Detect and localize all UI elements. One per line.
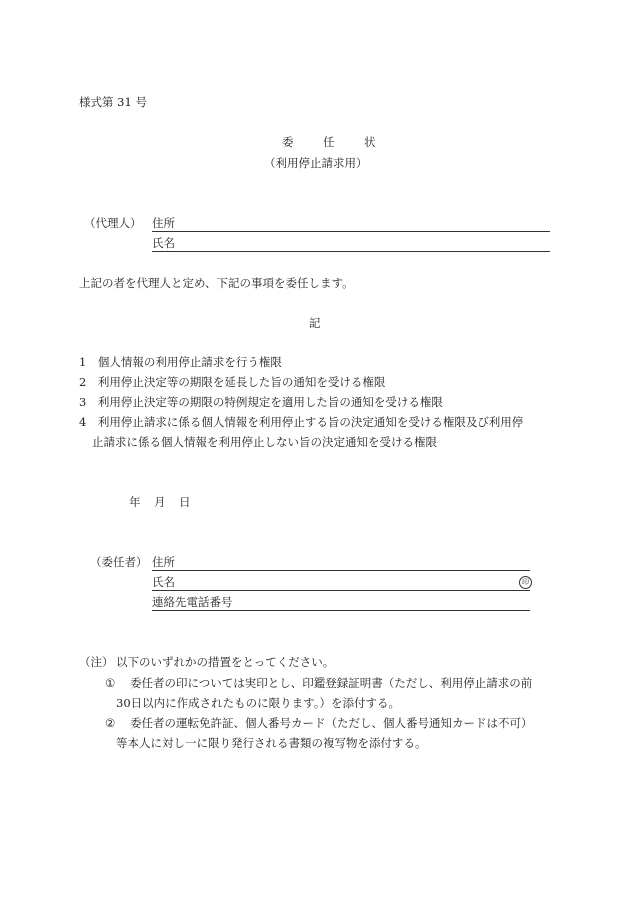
principal-name-label: 氏名: [152, 575, 175, 589]
note-1-mark: ①: [105, 676, 116, 690]
principal-address-label: 住所: [152, 555, 175, 569]
principal-phone-line[interactable]: [152, 610, 530, 611]
note-1-line-2: 30日以内に作成されたものに限ります。）を添付する。: [116, 696, 400, 710]
principal-address-line[interactable]: [152, 570, 530, 571]
agent-name-label: 氏名: [152, 236, 175, 250]
agent-address-label: 住所: [152, 216, 175, 230]
note-2-line-2: 等本人に対し一に限り発行される書類の複写物を添付する。: [116, 736, 427, 750]
note-1-line-1: 委任者の印については実印とし、印鑑登録証明書（ただし、利用停止請求の前: [130, 676, 533, 690]
item-4: 4 利用停止請求に係る個人情報を利用停止する旨の決定通知を受ける権限及び利用停: [79, 415, 524, 429]
date-line[interactable]: 年 月 日: [129, 495, 192, 509]
principal-role-label: （委任者）: [90, 555, 148, 569]
item-1: 1 個人情報の利用停止請求を行う権限: [79, 355, 282, 369]
note-2-mark: ②: [105, 716, 116, 730]
agent-role-label: （代理人）: [84, 216, 142, 230]
delegation-statement: 上記の者を代理人と定め、下記の事項を委任します。: [79, 276, 354, 290]
item-4-continuation: 止請求に係る個人情報を利用停止しない旨の決定通知を受ける権限: [92, 435, 437, 449]
principal-phone-label: 連絡先電話番号: [152, 595, 233, 609]
document-title: 委 任 状: [282, 135, 385, 149]
agent-address-line[interactable]: [152, 231, 550, 232]
notes-label: （注）: [79, 655, 114, 669]
item-3: 3 利用停止決定等の期限の特例規定を適用した旨の通知を受ける権限: [79, 395, 443, 409]
document-subtitle: （利用停止請求用）: [264, 156, 368, 170]
principal-name-line[interactable]: [152, 590, 530, 591]
ki-heading: 記: [309, 316, 321, 330]
form-number: 様式第 31 号: [79, 95, 147, 109]
note-2-line-1: 委任者の運転免許証、個人番号カード（ただし、個人番号通知カードは不可）: [130, 716, 533, 730]
item-2: 2 利用停止決定等の期限を延長した旨の通知を受ける権限: [79, 375, 386, 389]
seal-mark-icon: 印: [519, 576, 532, 589]
notes-intro: 以下のいずれかの措置をとってください。: [116, 655, 335, 669]
agent-name-line[interactable]: [152, 251, 550, 252]
